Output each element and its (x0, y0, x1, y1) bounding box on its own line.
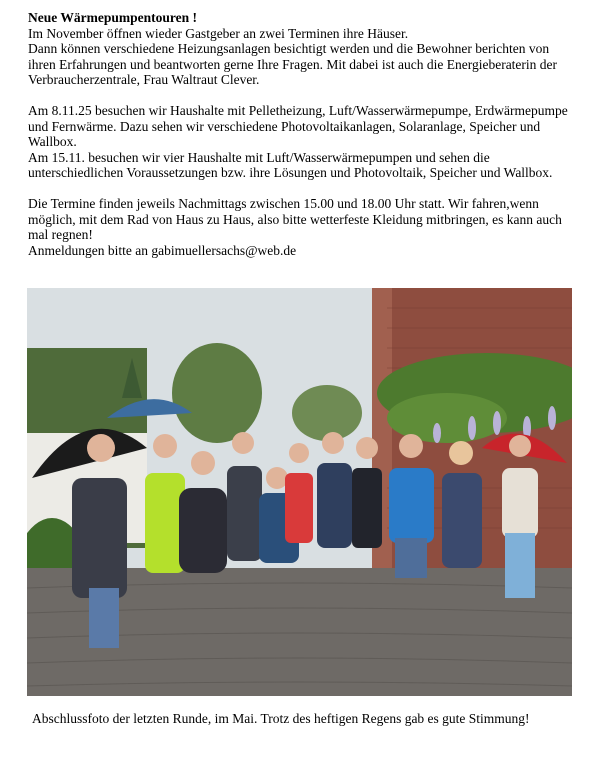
intro-line-1: Im November öffnen wieder Gastgeber an zwei Terminen ihre Häuser. (28, 25, 409, 41)
photo-caption: Abschlussfoto der letzten Runde, im Mai. Trotz des heftigen Regens gab es gute Stimmung! (32, 711, 530, 726)
paragraph-gap (28, 88, 580, 104)
group-photo (27, 288, 572, 696)
date-line-1: Am 8.11.25 besuchen wir Haushalte mit Pelletheizung, Luft/Wasserwärmepumpe, Erdwärmepumpe und Fernwärme. Dazu sehen wir verschiedene Photovoltaikanlagen, Solaranlage, Speicher und Wallbox. (28, 103, 568, 149)
date-line-2: Am 15.11. besuchen wir vier Haushalte mit Luft/Wasserwärmepumpen und sehen die unterschiedlichen Voraussetzungen bzw. ihre Lösungen und Photovoltaik, Speicher und Wallbox. (28, 149, 553, 180)
group-photo-illustration (27, 288, 572, 696)
intro-line-2: Dann können verschiedene Heizungsanlagen besichtigt werden und die Bewohner berichten von ihren Erfahrungen und beantworten gerne Ihre Fragen. Mit dabei ist auch die Energieberaterin der Verbraucherzentrale, Frau Waltraut Clever. (28, 41, 558, 87)
article-title: Neue Wärmepumpentouren ! (28, 10, 197, 25)
article-text (28, 10, 580, 258)
registration-line (28, 243, 580, 259)
registration-prefix: Anmeldungen bitte an (28, 242, 148, 258)
paragraph-gap (28, 181, 580, 197)
registration-email-link[interactable]: gabimuellersachs@web.de (151, 242, 297, 258)
info-paragraph: Die Termine finden jeweils Nachmittags zwischen 15.00 und 18.00 Uhr statt. Wir fahren,wenn möglich, mit dem Rad von Haus zu Haus, also bitte wetterfeste Kleidung mitbringen, es kann auch mal regnen! (28, 196, 562, 242)
